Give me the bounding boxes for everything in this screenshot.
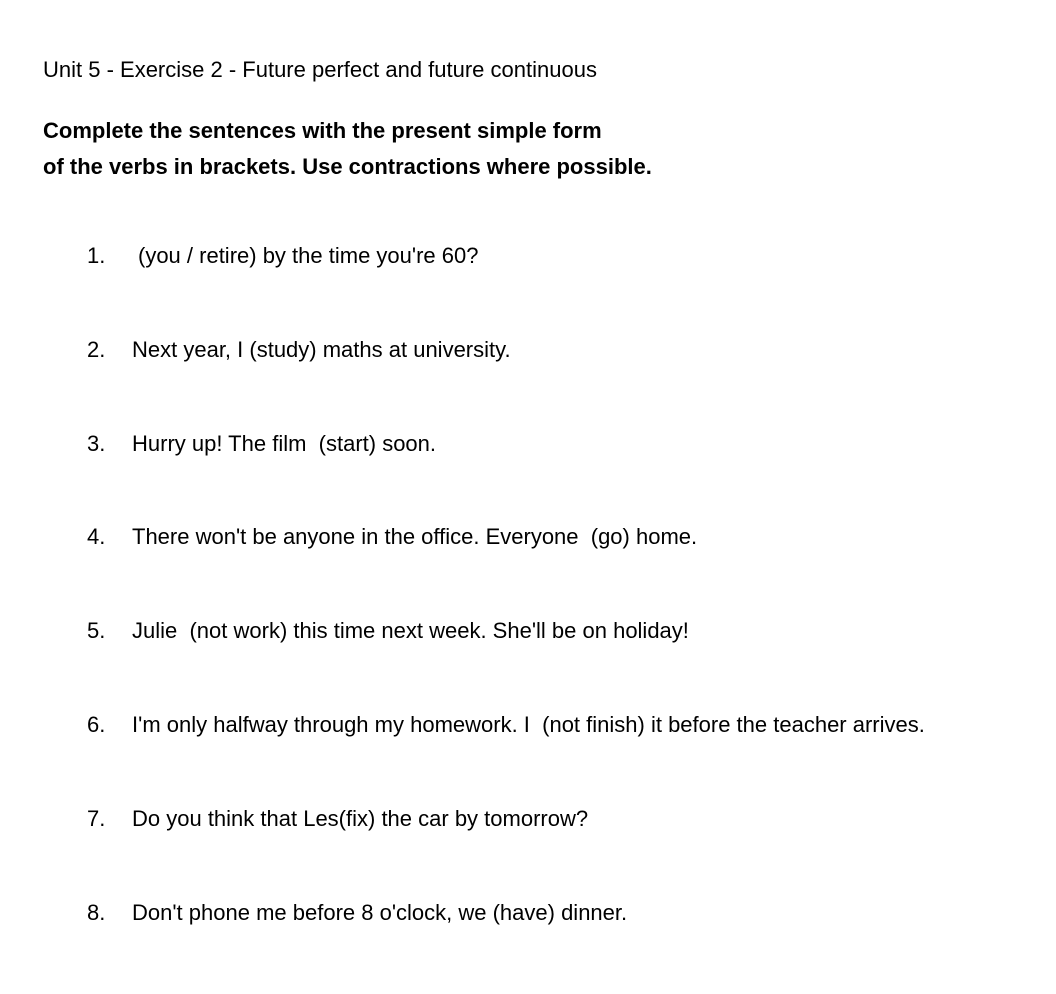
exercise-item-7 bbox=[87, 806, 588, 832]
exercise-item-3 bbox=[87, 431, 436, 457]
item-number: 8. bbox=[87, 900, 106, 925]
exercise-title: Unit 5 - Exercise 2 - Future perfect and future continuous bbox=[43, 57, 597, 82]
exercise-item-4 bbox=[87, 524, 697, 550]
exercise-item-5 bbox=[87, 618, 689, 644]
item-number: 7. bbox=[87, 806, 106, 831]
item-text: There won't be anyone in the office. Everyone (go) home. bbox=[132, 524, 698, 549]
instructions bbox=[43, 113, 652, 185]
instructions-line-2: of the verbs in brackets. Use contractions where possible. bbox=[43, 154, 652, 179]
item-text: Julie (not work) this time next week. She'll be on holiday! bbox=[132, 618, 689, 643]
item-number: 6. bbox=[87, 712, 106, 737]
item-text: Do you think that Les(fix) the car by tomorrow? bbox=[132, 806, 589, 831]
exercise-item-1 bbox=[87, 243, 478, 269]
item-number: 1. bbox=[87, 243, 106, 268]
item-number: 4. bbox=[87, 524, 106, 549]
item-text: Next year, I (study) maths at university. bbox=[132, 337, 511, 362]
item-text: Hurry up! The film (start) soon. bbox=[132, 431, 437, 456]
item-text: I'm only halfway through my homework. I (not finish) it before the teacher arrives. bbox=[132, 712, 925, 737]
exercise-item-6 bbox=[87, 712, 925, 738]
exercise-item-2 bbox=[87, 337, 511, 363]
item-text: Don't phone me before 8 o'clock, we (have) dinner. bbox=[132, 900, 628, 925]
instructions-line-1: Complete the sentences with the present simple form bbox=[43, 118, 602, 143]
item-number: 3. bbox=[87, 431, 106, 456]
exercise-item-8 bbox=[87, 900, 627, 926]
item-text: (you / retire) by the time you're 60? bbox=[138, 243, 479, 268]
item-number: 2. bbox=[87, 337, 106, 362]
item-number: 5. bbox=[87, 618, 106, 643]
